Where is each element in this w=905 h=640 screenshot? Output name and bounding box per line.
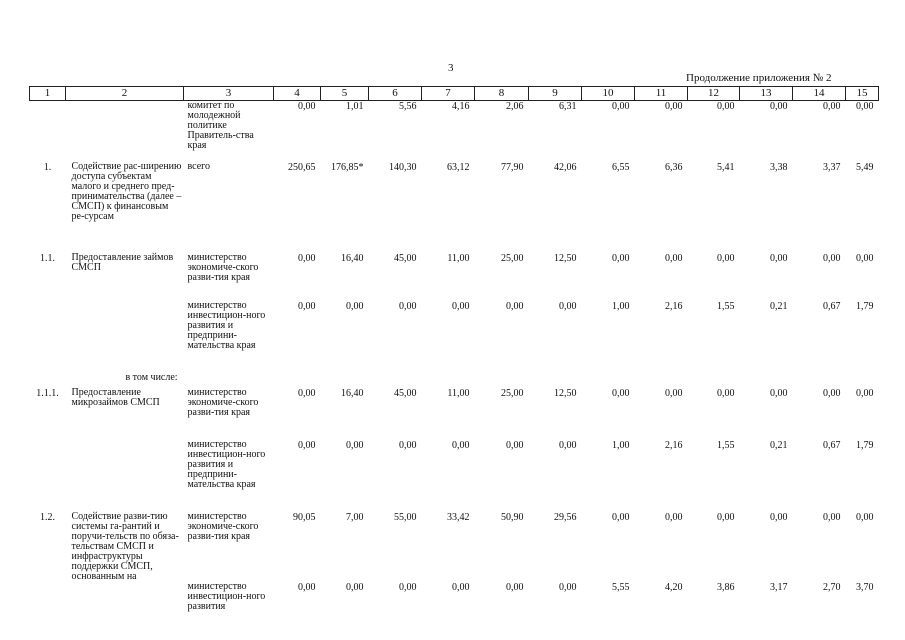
value-cell: 0,00 (506, 440, 524, 451)
value-cell: 0,00 (298, 301, 316, 312)
value-cell: 6,36 (665, 162, 683, 173)
value-cell: 0,00 (717, 253, 735, 264)
measure-name-cell (66, 301, 184, 373)
value-cell: 0,00 (399, 301, 417, 312)
table-row (30, 440, 879, 512)
column-number-header: 15 (846, 87, 879, 101)
value-cell: 0,00 (665, 512, 683, 523)
value-cell: 1,00 (612, 301, 630, 312)
value-cell: 5,56 (399, 101, 417, 112)
value-cell: 7,00 (346, 512, 364, 523)
value-cell: 45,00 (394, 253, 417, 264)
column-number-header: 6 (369, 87, 422, 101)
value-cell: 0,00 (717, 512, 735, 523)
table-subheading-row (30, 373, 879, 388)
value-cell: 11,00 (447, 388, 470, 399)
value-cell: 0,00 (298, 101, 316, 112)
column-number-header: 14 (793, 87, 846, 101)
value-cell: 0,00 (856, 512, 874, 523)
column-number-header: 10 (582, 87, 635, 101)
value-cell: 0,00 (770, 388, 788, 399)
value-cell: 0,00 (506, 582, 524, 593)
value-cell: 0,21 (770, 301, 788, 312)
value-cell: 0,00 (452, 301, 470, 312)
value-cell: 0,00 (823, 253, 841, 264)
value-cell: 0,00 (717, 101, 735, 112)
measure-name-cell (66, 582, 184, 623)
value-cell: 29,56 (554, 512, 577, 523)
value-cell: 250,65 (288, 162, 316, 173)
value-cell: 25,00 (501, 388, 524, 399)
value-cell: 0,00 (298, 388, 316, 399)
value-cell: 90,05 (293, 512, 316, 523)
value-cell: 1,01 (346, 101, 364, 112)
value-cell: 3,86 (717, 582, 735, 593)
row-number-cell (30, 440, 66, 512)
column-number-header: 5 (321, 87, 369, 101)
value-cell: 0,00 (612, 388, 630, 399)
column-number-header: 9 (529, 87, 582, 101)
measure-name-cell: Предоставление займов СМСП (71, 252, 174, 273)
value-cell: 5,55 (612, 582, 630, 593)
value-cell: 0,00 (559, 582, 577, 593)
value-cell: 5,49 (856, 162, 874, 173)
measure-name-cell (66, 440, 184, 512)
value-cell: 3,37 (823, 162, 841, 173)
executor-cell: министерство инвестицион-ного развития и предприни-мательства края (187, 300, 266, 351)
appendix-continuation-label: Продолжение приложения № 2 (686, 72, 832, 84)
column-number-header: 1 (30, 87, 66, 101)
value-cell: 0,21 (770, 440, 788, 451)
value-cell: 16,40 (341, 388, 364, 399)
value-cell: 2,06 (506, 101, 524, 112)
value-cell: 63,12 (447, 162, 470, 173)
column-number-header: 7 (422, 87, 475, 101)
value-cell: 0,67 (823, 440, 841, 451)
value-cell: 0,00 (298, 582, 316, 593)
value-cell: 3,70 (856, 582, 874, 593)
value-cell: 2,16 (665, 301, 683, 312)
page-number: 3 (448, 62, 454, 74)
value-cell: 0,00 (399, 582, 417, 593)
value-cell: 4,16 (452, 101, 470, 112)
table-row (30, 582, 879, 623)
value-cell: 16,40 (341, 253, 364, 264)
value-cell: 12,50 (554, 253, 577, 264)
value-cell: 1,79 (856, 301, 874, 312)
value-cell: 0,00 (612, 253, 630, 264)
value-cell: 3,38 (770, 162, 788, 173)
value-cell: 0,00 (298, 253, 316, 264)
column-number-header: 8 (475, 87, 529, 101)
executor-cell: министерство экономиче-ского разви-тия края (187, 511, 259, 542)
value-cell: 0,00 (612, 101, 630, 112)
executor-cell: министерство экономиче-ского разви-тия края (187, 252, 259, 283)
measure-name-cell (66, 101, 184, 163)
row-number-cell (30, 301, 66, 373)
value-cell: 0,00 (665, 101, 683, 112)
table-row (30, 512, 879, 582)
value-cell: 25,00 (501, 253, 524, 264)
subheading-label: в том числе: (125, 372, 178, 383)
value-cell: 77,90 (501, 162, 524, 173)
value-cell: 0,00 (823, 101, 841, 112)
value-cell: 50,90 (501, 512, 524, 523)
column-number-header-row (30, 87, 879, 101)
value-cell: 0,00 (823, 512, 841, 523)
value-cell: 0,00 (452, 440, 470, 451)
value-cell: 42,06 (554, 162, 577, 173)
value-cell: 0,00 (346, 582, 364, 593)
value-cell: 1,55 (717, 440, 735, 451)
value-cell: 5,41 (717, 162, 735, 173)
value-cell: 12,50 (554, 388, 577, 399)
value-cell: 0,00 (399, 440, 417, 451)
value-cell: 11,00 (447, 253, 470, 264)
column-number-header: 2 (66, 87, 184, 101)
value-cell: 0,00 (856, 101, 874, 112)
row-number-cell: 1. (43, 162, 52, 173)
value-cell: 140,30 (389, 162, 417, 173)
row-number-cell: 1.1. (40, 253, 55, 264)
measure-name-cell: Предоставление микрозаймов СМСП (71, 387, 160, 408)
table-row (30, 253, 879, 301)
value-cell: 0,00 (346, 440, 364, 451)
value-cell: 0,00 (856, 388, 874, 399)
executor-cell: министерство инвестицион-ного развития и предприни-мательства края (187, 439, 266, 490)
column-number-header: 11 (635, 87, 688, 101)
measure-name-cell: Содействие рас-ширению доступа субъектам малого и среднего пред-принимательства (далее – СМСП) к финансовым ре-сурсам (71, 161, 182, 222)
table-row (30, 162, 879, 253)
value-cell: 55,00 (394, 512, 417, 523)
column-number-header: 3 (184, 87, 274, 101)
value-cell: 1,79 (856, 440, 874, 451)
value-cell: 6,31 (559, 101, 577, 112)
table-row (30, 301, 879, 373)
value-cell: 0,00 (559, 301, 577, 312)
measure-name-cell: Содействие разви-тию системы га-рантий и поручи-тельств по обяза-тельствам СМСП и инфраструктуры поддержки СМСП, основанным на (71, 511, 179, 582)
value-cell: 0,00 (452, 582, 470, 593)
value-cell: 4,20 (665, 582, 683, 593)
value-cell: 0,00 (770, 253, 788, 264)
value-cell: 0,00 (770, 512, 788, 523)
value-cell: 0,00 (717, 388, 735, 399)
value-cell: 3,17 (770, 582, 788, 593)
value-cell: 0,00 (856, 253, 874, 264)
value-cell: 2,70 (823, 582, 841, 593)
table-row (30, 101, 879, 163)
value-cell: 1,00 (612, 440, 630, 451)
row-number-cell (30, 582, 66, 623)
row-number-cell (30, 101, 66, 163)
empty-cell (274, 373, 879, 388)
value-cell: 0,00 (298, 440, 316, 451)
table-row (30, 388, 879, 440)
value-cell: 1,55 (717, 301, 735, 312)
value-cell: 0,00 (612, 512, 630, 523)
value-cell: 2,16 (665, 440, 683, 451)
row-number-cell: 1.2. (40, 512, 55, 523)
executor-cell: комитет по молодежной политике Правитель-ства края (187, 100, 254, 151)
value-cell: 33,42 (447, 512, 470, 523)
value-cell: 0,00 (665, 388, 683, 399)
executor-cell: министерство инвестицион-ного развития (187, 581, 266, 612)
value-cell: 45,00 (394, 388, 417, 399)
executor-cell: министерство экономиче-ского разви-тия края (187, 387, 259, 418)
value-cell: 0,00 (665, 253, 683, 264)
value-cell: 0,00 (346, 301, 364, 312)
budget-table (29, 86, 879, 623)
executor-cell: всего (187, 161, 211, 172)
value-cell: 176,85* (331, 162, 364, 173)
column-number-header: 13 (740, 87, 793, 101)
value-cell: 0,67 (823, 301, 841, 312)
value-cell: 6,55 (612, 162, 630, 173)
value-cell: 0,00 (559, 440, 577, 451)
value-cell: 0,00 (823, 388, 841, 399)
value-cell: 0,00 (506, 301, 524, 312)
column-number-header: 12 (688, 87, 740, 101)
row-number-cell: 1.1.1. (36, 388, 59, 399)
value-cell: 0,00 (770, 101, 788, 112)
column-number-header: 4 (274, 87, 321, 101)
